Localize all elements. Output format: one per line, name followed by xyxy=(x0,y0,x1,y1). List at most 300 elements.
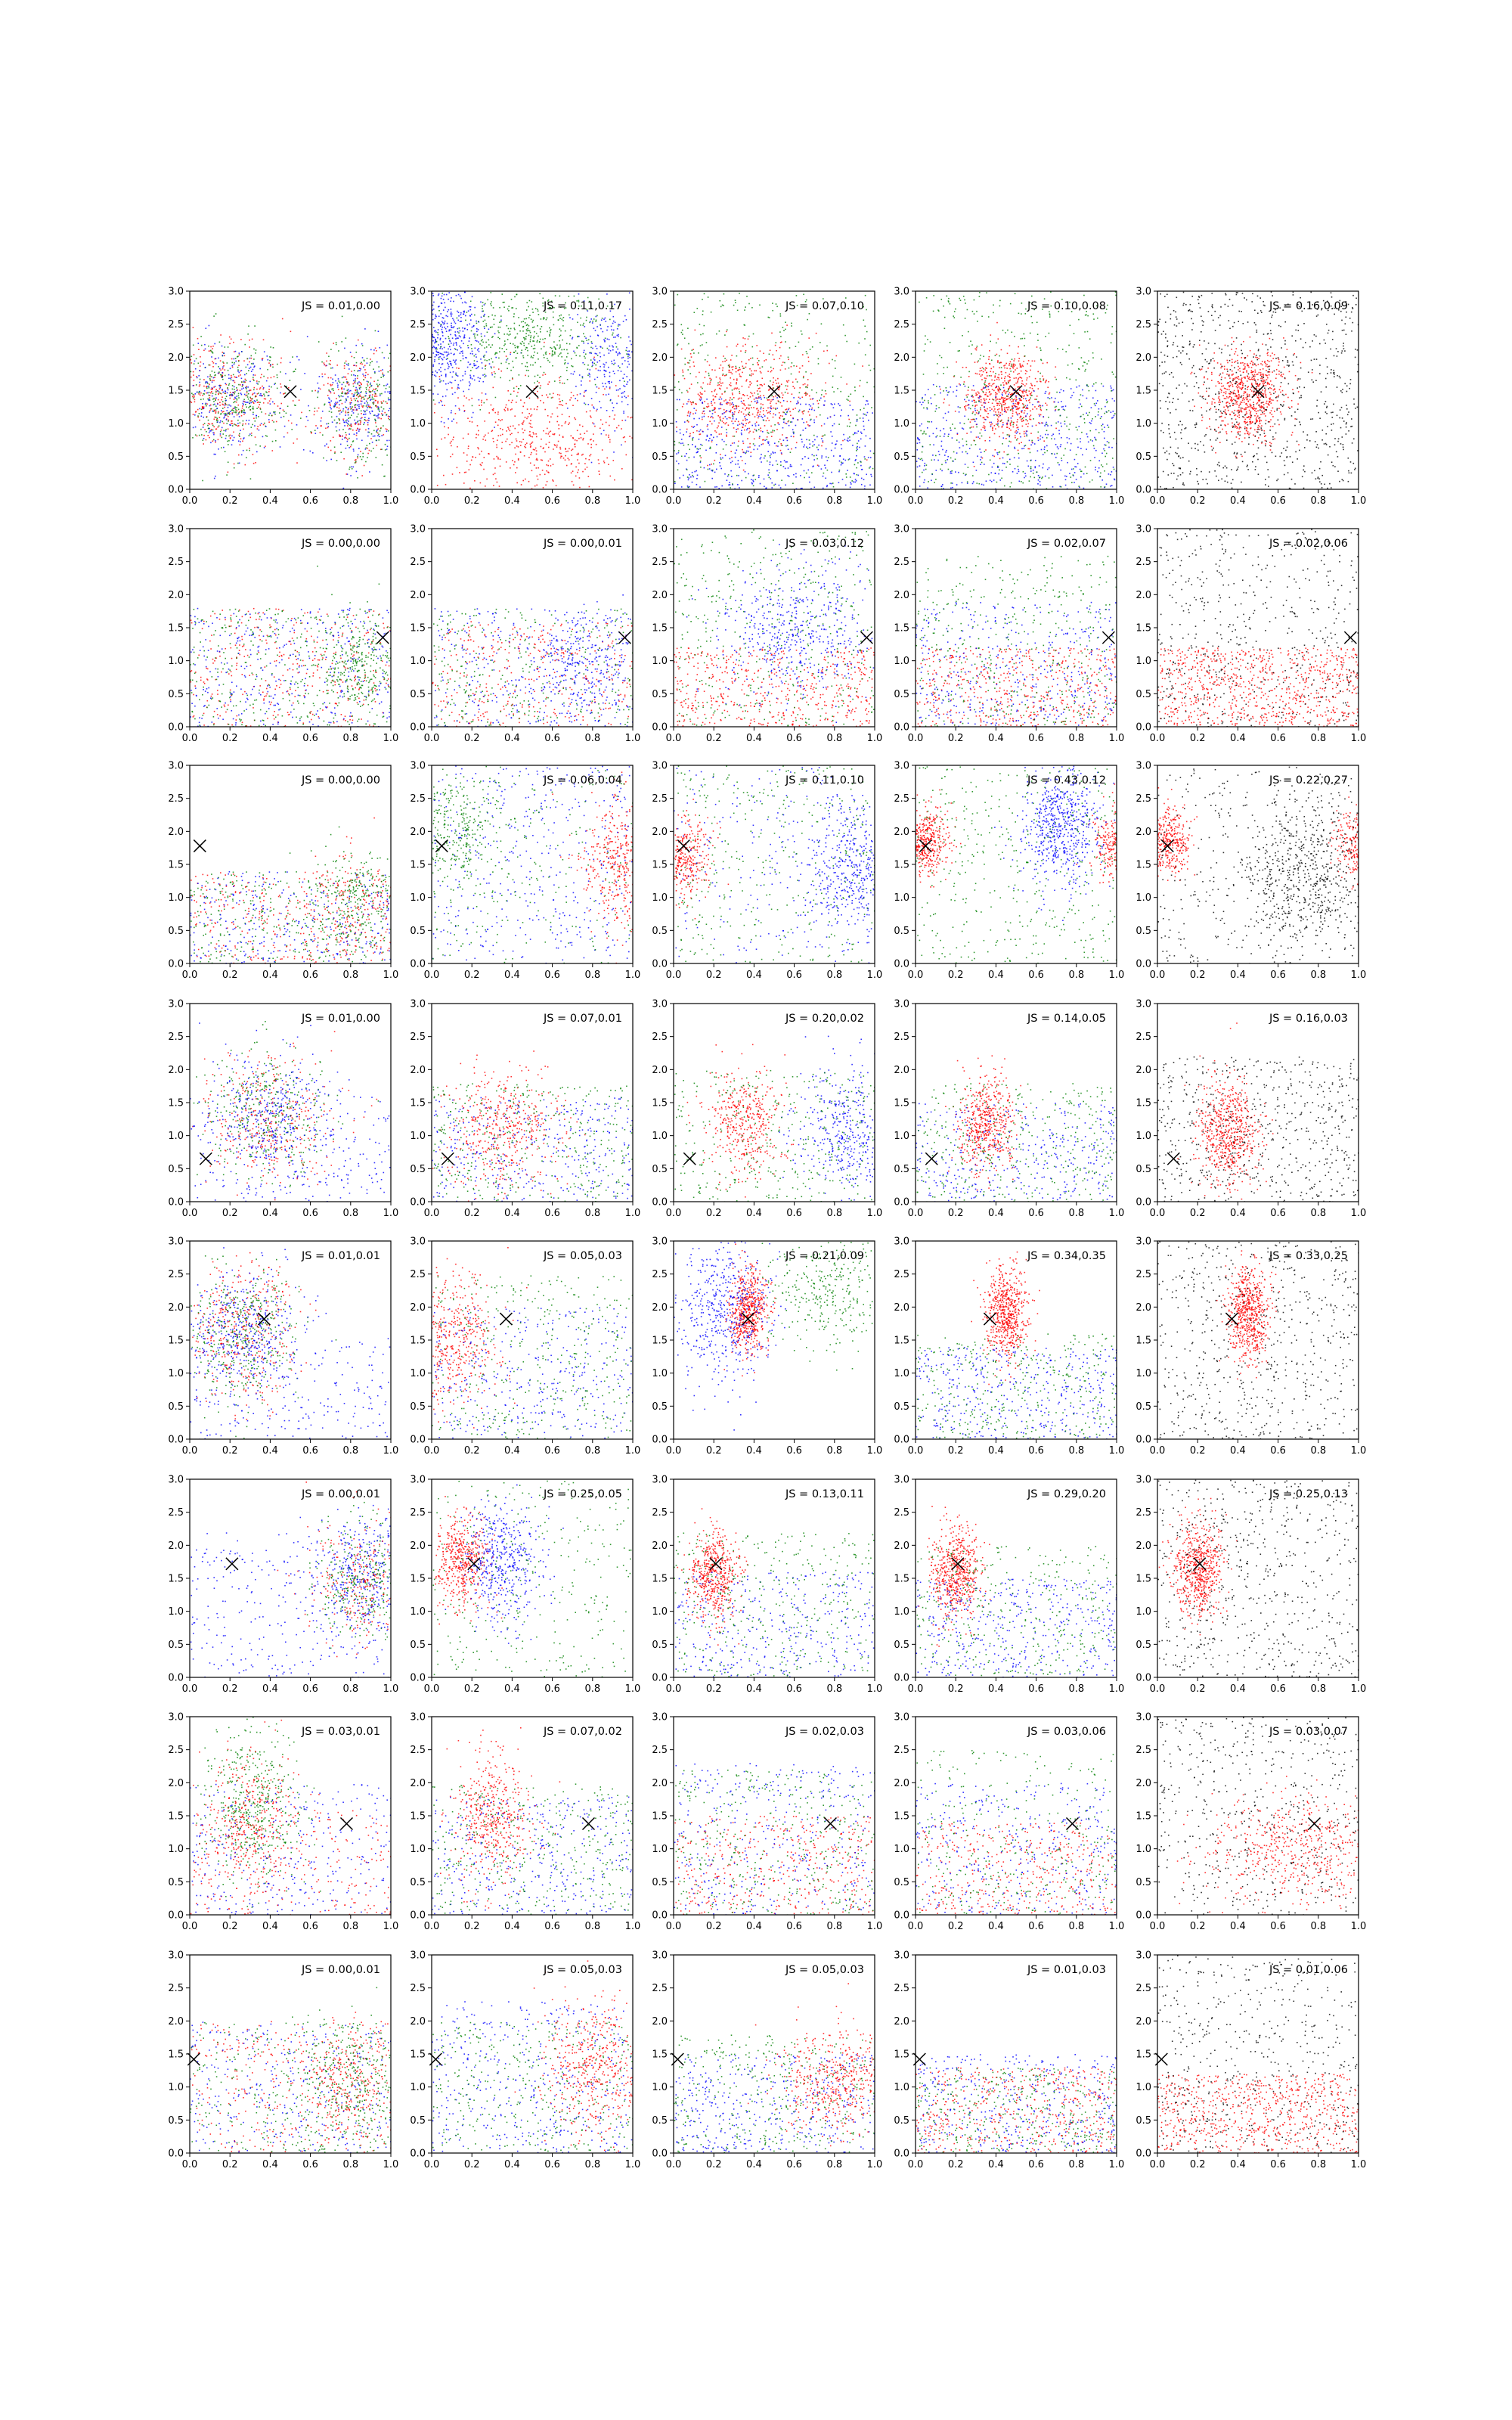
data-point-red xyxy=(361,384,362,386)
data-point-red xyxy=(746,407,748,408)
data-point-red xyxy=(498,368,500,370)
data-point-green xyxy=(200,399,202,401)
data-point-red xyxy=(984,382,986,383)
data-point-blue xyxy=(243,380,245,382)
data-point-green xyxy=(204,423,206,424)
data-point-red xyxy=(688,411,689,412)
data-point-red xyxy=(500,371,502,372)
data-point-blue xyxy=(604,341,606,343)
data-point-red xyxy=(512,378,513,380)
data-point-red xyxy=(751,451,752,453)
data-point-blue xyxy=(626,347,627,349)
data-point-blue xyxy=(267,355,268,357)
data-point-red xyxy=(764,425,766,427)
data-point-blue xyxy=(455,331,457,333)
data-point-red xyxy=(494,467,496,469)
data-point-green xyxy=(532,327,534,328)
data-point-red xyxy=(342,419,344,420)
data-point-blue xyxy=(299,359,300,361)
data-point-blue xyxy=(758,477,760,479)
data-point-green xyxy=(491,368,492,369)
data-point-blue xyxy=(684,421,686,423)
data-point-blue xyxy=(457,375,459,377)
data-point-red xyxy=(1048,381,1049,383)
data-point-red xyxy=(360,424,361,425)
data-point-green xyxy=(225,392,226,394)
data-point-red xyxy=(482,462,483,464)
data-point-blue xyxy=(618,336,619,337)
data-point-blue xyxy=(597,377,599,378)
data-point-blue xyxy=(372,411,373,412)
data-point-red xyxy=(318,408,320,409)
data-point-blue xyxy=(290,414,292,416)
data-point-red xyxy=(990,334,992,336)
y-tick-label: 2.0 xyxy=(410,352,426,364)
x-tick-label: 0.0 xyxy=(666,495,682,507)
data-point-red xyxy=(345,361,347,362)
data-point-blue xyxy=(841,464,842,466)
data-point-green xyxy=(447,358,448,359)
data-point-green xyxy=(227,387,228,389)
data-point-blue xyxy=(315,433,317,434)
data-point-blue xyxy=(214,478,215,479)
data-point-green xyxy=(537,309,538,310)
data-point-blue xyxy=(770,454,772,455)
data-point-red xyxy=(821,445,823,447)
data-point-blue xyxy=(476,328,478,330)
data-point-red xyxy=(378,428,380,430)
data-point-blue xyxy=(852,445,854,446)
data-point-red xyxy=(529,431,531,433)
data-point-green xyxy=(526,302,528,304)
data-point-blue xyxy=(456,295,457,296)
data-point-blue xyxy=(785,468,786,470)
data-point-red xyxy=(365,372,367,374)
y-tick-label: 2.5 xyxy=(652,319,668,330)
data-point-red xyxy=(510,467,511,469)
data-point-red xyxy=(214,419,215,420)
data-point-green xyxy=(364,411,366,412)
data-point-blue xyxy=(732,402,733,404)
data-point-red xyxy=(745,423,747,424)
data-point-blue xyxy=(432,374,434,376)
data-point-red xyxy=(361,396,362,398)
data-point-green xyxy=(442,293,443,294)
data-point-blue xyxy=(460,296,461,297)
data-point-red xyxy=(738,412,739,414)
data-point-red xyxy=(375,400,376,402)
data-point-blue xyxy=(813,420,815,421)
data-point-red xyxy=(203,386,205,387)
data-point-blue xyxy=(358,408,360,409)
data-point-red xyxy=(733,405,735,407)
data-point-blue xyxy=(614,373,615,374)
data-point-green xyxy=(864,414,866,415)
data-point-red xyxy=(965,409,967,411)
data-point-red xyxy=(206,392,207,394)
data-point-red xyxy=(1024,412,1025,414)
data-point-red xyxy=(200,384,201,386)
data-point-green xyxy=(474,355,476,357)
data-point-red xyxy=(586,411,587,413)
data-point-blue xyxy=(215,363,217,365)
data-point-red xyxy=(253,417,255,419)
data-point-red xyxy=(716,432,717,433)
data-point-red xyxy=(488,412,490,414)
data-point-green xyxy=(377,380,379,381)
data-point-green xyxy=(218,392,220,393)
data-point-green xyxy=(336,344,337,346)
data-point-red xyxy=(471,398,472,399)
data-point-green xyxy=(246,391,248,392)
data-point-green xyxy=(684,337,686,339)
x-tick-label: 0.8 xyxy=(826,495,842,507)
data-point-blue xyxy=(595,353,596,355)
data-point-red xyxy=(352,393,353,395)
data-point-red xyxy=(280,358,282,359)
data-point-red xyxy=(982,458,984,459)
data-point-red xyxy=(544,451,546,453)
data-point-green xyxy=(334,453,336,455)
data-point-red xyxy=(722,383,723,384)
data-point-green xyxy=(563,317,565,318)
data-point-red xyxy=(498,419,500,420)
data-point-green xyxy=(339,382,341,383)
data-point-green xyxy=(365,448,367,449)
data-point-blue xyxy=(438,344,439,346)
data-point-green xyxy=(229,383,231,385)
data-point-green xyxy=(554,380,556,382)
data-point-red xyxy=(500,466,501,467)
data-point-blue xyxy=(448,309,450,311)
data-point-blue xyxy=(469,324,470,325)
data-point-green xyxy=(436,349,438,350)
data-point-red xyxy=(626,455,627,456)
data-point-green xyxy=(519,325,520,327)
data-point-blue xyxy=(358,406,360,408)
data-point-red xyxy=(353,365,355,367)
data-point-green xyxy=(518,317,519,318)
data-point-red xyxy=(730,359,732,361)
data-point-red xyxy=(761,384,762,386)
data-point-green xyxy=(309,410,311,411)
data-point-red xyxy=(704,413,705,414)
data-point-blue xyxy=(205,367,206,368)
data-point-blue xyxy=(231,396,233,397)
data-point-green xyxy=(782,327,784,328)
data-point-green xyxy=(527,330,528,332)
data-point-green xyxy=(222,401,224,402)
data-point-blue xyxy=(222,377,223,378)
data-point-blue xyxy=(854,482,856,483)
data-point-blue xyxy=(687,486,689,487)
data-point-blue xyxy=(751,482,753,484)
data-point-blue xyxy=(615,337,616,338)
data-point-red xyxy=(772,399,773,401)
data-point-green xyxy=(692,349,693,351)
data-point-red xyxy=(748,405,749,406)
data-point-green xyxy=(238,393,240,395)
data-point-blue xyxy=(586,390,587,392)
data-point-red xyxy=(574,444,575,445)
data-point-red xyxy=(526,442,528,444)
data-point-blue xyxy=(676,421,677,423)
data-point-red xyxy=(778,383,779,384)
data-point-green xyxy=(493,319,494,321)
y-tick-label: 0.5 xyxy=(652,451,668,463)
data-point-green xyxy=(285,392,287,394)
data-point-red xyxy=(210,392,212,394)
data-point-green xyxy=(213,398,215,399)
data-point-red xyxy=(314,390,316,392)
data-point-green xyxy=(530,332,531,334)
data-point-green xyxy=(580,318,581,319)
data-point-red xyxy=(249,361,250,363)
data-point-blue xyxy=(455,335,457,337)
data-point-red xyxy=(778,423,779,424)
data-point-red xyxy=(964,381,965,383)
data-point-red xyxy=(212,380,213,381)
data-point-blue xyxy=(856,455,857,457)
data-point-green xyxy=(853,434,854,436)
data-point-red xyxy=(1030,419,1032,420)
data-point-blue xyxy=(474,365,476,367)
data-point-blue xyxy=(583,352,584,353)
data-point-blue xyxy=(739,487,740,489)
data-point-blue xyxy=(709,464,711,466)
data-point-blue xyxy=(830,417,832,418)
data-point-green xyxy=(514,337,516,339)
data-point-green xyxy=(758,393,759,395)
data-point-red xyxy=(991,386,993,387)
data-point-green xyxy=(758,429,760,430)
data-point-red xyxy=(999,387,1000,389)
data-point-red xyxy=(530,427,531,428)
data-point-green xyxy=(361,411,362,412)
data-point-blue xyxy=(739,467,740,468)
data-point-green xyxy=(804,477,805,479)
data-point-blue xyxy=(727,402,728,403)
data-point-red xyxy=(994,380,996,381)
data-point-red xyxy=(458,368,460,369)
data-point-green xyxy=(818,363,820,365)
data-point-green xyxy=(376,426,377,427)
data-point-green xyxy=(596,315,598,317)
data-point-blue xyxy=(627,361,629,362)
data-point-red xyxy=(737,428,739,430)
data-point-red xyxy=(572,437,574,439)
data-point-green xyxy=(626,353,627,355)
data-point-red xyxy=(976,347,978,349)
data-point-blue xyxy=(250,402,252,404)
data-point-blue xyxy=(606,371,607,372)
y-tick-label: 2.0 xyxy=(652,352,668,364)
data-point-red xyxy=(779,439,781,440)
data-point-blue xyxy=(738,475,739,476)
data-point-red xyxy=(212,389,213,390)
data-point-blue xyxy=(203,417,204,418)
data-point-green xyxy=(674,386,676,388)
data-point-red xyxy=(223,411,225,413)
data-point-green xyxy=(702,311,704,312)
data-point-blue xyxy=(272,402,274,403)
data-point-red xyxy=(749,421,751,423)
data-point-green xyxy=(811,389,813,391)
data-point-blue xyxy=(440,348,442,349)
data-point-red xyxy=(508,428,510,430)
data-point-red xyxy=(584,433,586,434)
data-point-red xyxy=(552,414,553,415)
data-point-red xyxy=(256,389,258,390)
data-point-red xyxy=(452,454,454,455)
data-point-red xyxy=(530,454,531,455)
data-point-red xyxy=(742,394,744,396)
data-point-green xyxy=(700,461,702,462)
data-point-green xyxy=(561,356,562,358)
data-point-green xyxy=(512,361,513,362)
data-point-red xyxy=(729,384,730,386)
data-point-green xyxy=(584,336,586,337)
data-point-red xyxy=(193,371,194,373)
data-point-red xyxy=(518,459,519,461)
data-point-blue xyxy=(451,365,452,366)
data-point-red xyxy=(756,422,758,424)
data-point-green xyxy=(748,414,749,415)
data-point-red xyxy=(989,392,990,393)
data-point-red xyxy=(728,424,730,426)
data-point-red xyxy=(242,408,243,409)
data-point-blue xyxy=(812,466,813,467)
data-point-blue xyxy=(280,446,281,448)
data-point-red xyxy=(494,367,495,368)
data-point-green xyxy=(785,329,786,330)
data-point-blue xyxy=(434,337,435,339)
data-point-red xyxy=(209,383,210,385)
data-point-red xyxy=(842,440,844,442)
data-point-blue xyxy=(772,464,773,466)
data-point-red xyxy=(724,424,726,425)
data-point-blue xyxy=(445,328,447,330)
data-point-red xyxy=(200,365,201,367)
data-point-red xyxy=(466,455,468,456)
data-point-blue xyxy=(776,470,778,472)
data-point-red xyxy=(264,399,265,400)
data-point-blue xyxy=(793,474,795,476)
data-point-blue xyxy=(595,346,596,347)
data-point-green xyxy=(245,404,246,405)
data-point-red xyxy=(224,407,225,408)
data-point-green xyxy=(256,399,258,401)
data-point-green xyxy=(231,379,232,380)
data-point-red xyxy=(525,479,526,480)
data-point-green xyxy=(522,341,523,343)
data-point-blue xyxy=(461,340,463,342)
data-point-blue xyxy=(446,389,448,391)
data-point-red xyxy=(283,409,284,411)
data-point-blue xyxy=(770,407,771,408)
data-point-blue xyxy=(361,440,363,442)
data-point-blue xyxy=(435,316,437,318)
data-point-red xyxy=(231,423,232,424)
data-point-blue xyxy=(346,420,348,421)
data-point-green xyxy=(238,397,240,399)
data-point-red xyxy=(581,437,582,439)
data-point-blue xyxy=(205,349,206,350)
data-point-green xyxy=(499,351,500,352)
data-point-red xyxy=(549,381,550,383)
data-point-red xyxy=(610,476,612,477)
data-point-red xyxy=(977,374,978,375)
data-point-blue xyxy=(857,446,858,448)
data-point-blue xyxy=(438,354,439,355)
data-point-green xyxy=(215,405,217,407)
data-point-red xyxy=(711,405,713,406)
data-point-blue xyxy=(621,396,623,398)
data-point-blue xyxy=(349,447,350,448)
data-point-blue xyxy=(253,414,254,415)
data-point-red xyxy=(376,406,378,408)
data-point-green xyxy=(214,372,215,374)
data-point-blue xyxy=(446,355,448,357)
data-point-red xyxy=(299,399,300,401)
data-point-blue xyxy=(721,486,723,487)
data-point-blue xyxy=(598,370,600,371)
data-point-red xyxy=(719,384,720,386)
data-point-red xyxy=(544,409,546,411)
data-point-red xyxy=(503,409,505,411)
data-point-blue xyxy=(809,476,810,478)
data-point-green xyxy=(208,420,209,421)
data-point-green xyxy=(540,328,541,330)
data-point-blue xyxy=(448,383,449,384)
data-point-blue xyxy=(676,453,677,455)
data-point-red xyxy=(1018,373,1020,374)
data-point-green xyxy=(485,359,486,361)
data-point-red xyxy=(451,387,453,389)
data-point-red xyxy=(580,433,581,435)
data-point-blue xyxy=(850,483,852,485)
data-point-red xyxy=(713,399,714,400)
data-point-red xyxy=(383,401,385,402)
data-point-red xyxy=(198,349,200,350)
data-point-red xyxy=(711,391,713,392)
data-point-red xyxy=(773,413,775,414)
data-point-red xyxy=(249,448,250,449)
data-point-red xyxy=(623,437,624,439)
data-point-red xyxy=(742,408,744,409)
data-point-red xyxy=(722,361,723,363)
data-point-blue xyxy=(603,355,605,356)
data-point-blue xyxy=(711,478,713,479)
data-point-green xyxy=(222,408,224,409)
data-point-blue xyxy=(612,363,613,365)
data-point-green xyxy=(739,391,740,392)
data-point-green xyxy=(538,310,539,312)
data-point-blue xyxy=(601,433,603,435)
data-point-blue xyxy=(231,436,233,437)
data-point-blue xyxy=(470,377,472,378)
data-point-blue xyxy=(434,374,435,376)
data-point-red xyxy=(747,395,748,396)
data-point-green xyxy=(537,380,538,382)
data-point-green xyxy=(234,391,236,392)
data-point-green xyxy=(341,341,342,343)
data-point-red xyxy=(735,420,736,422)
data-point-red xyxy=(450,456,451,458)
data-point-red xyxy=(482,439,484,440)
data-point-red xyxy=(976,436,978,438)
data-point-blue xyxy=(618,389,619,391)
